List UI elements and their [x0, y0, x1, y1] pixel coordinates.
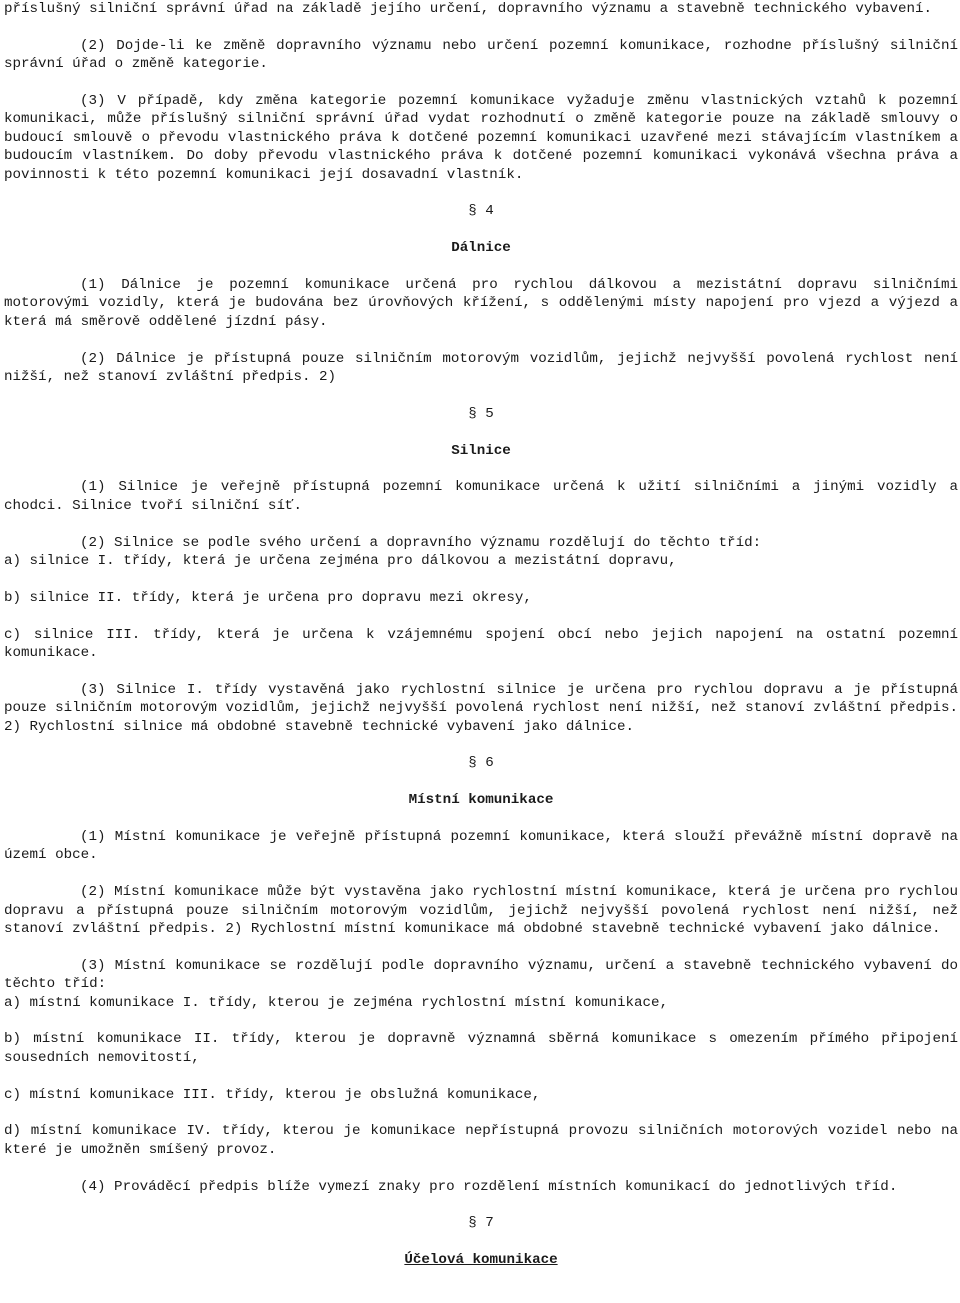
paragraph-5-2: (2) Silnice se podle svého určení a dopravního významu rozdělují do těchto tříd:: [80, 534, 762, 551]
list-item-6-c: c) místní komunikace III. třídy, kterou je obslužná komunikace,: [4, 1086, 541, 1103]
paragraph-5-1: (1) Silnice je veřejně přístupná pozemní komunikace určená k užití silničními a jinými vozidly a chodci. Silnice tvoří silniční síť.: [4, 479, 958, 514]
section-title-silnice: Silnice: [451, 442, 511, 459]
paragraph-6-3: (3) Místní komunikace se rozdělují podle dopravního významu, určení a stavebně technického vybavení do těchto tříd:: [4, 957, 958, 993]
paragraph-intro-continuation: příslušný silniční správní úřad na základě jejího určení, dopravního významu a stavebně technického vybavení.: [4, 1, 933, 17]
section-number-6: § 6: [468, 755, 494, 772]
paragraph-6-1: (1) Místní komunikace je veřejně přístupná pozemní komunikace, která slouží převážně místní dopravě na území obce.: [4, 829, 958, 864]
section-title-dalnice: Dálnice: [451, 240, 511, 257]
list-item-5-a: a) silnice I. třídy, která je určena zejména pro dálkovou a mezistátní dopravu,: [4, 553, 677, 570]
paragraph-intro-2: (2) Dojde-li ke změně dopravního významu nebo určení pozemní komunikace, rozhodne příslušný silniční správní úřad o změně kategorie.: [4, 37, 958, 73]
paragraph-4-2: (2) Dálnice je přístupná pouze silničním motorovým vozidlům, jejichž nejvyšší povolená rychlost není nižší, než stanoví zvláštní předpis. 2): [4, 350, 958, 386]
paragraph-intro-3: (3) V případě, kdy změna kategorie pozemní komunikace vyžaduje změnu vlastnických vztahů k pozemní komunikaci, může příslušný silniční správní úřad vydat rozhodnutí o změně kategorie pouze na základě smlouvy o budoucí smlouvě o převodu vlastnického práva k dotčené pozemní komunikaci uzavřené mezi stávajícím vlastníkem a budoucím vlastníkem. Do doby převodu vlastnického práva k dotčené pozemní komunikaci vykonává všechna práva a povinnosti k této pozemní komunikaci její dosavadní vlastník.: [4, 93, 958, 183]
list-item-5-c: c) silnice III. třídy, která je určena k vzájemnému spojení obcí nebo jejich napojení na ostatní pozemní komunikace.: [4, 626, 958, 662]
list-item-6-a: a) místní komunikace I. třídy, kterou je zejména rychlostní místní komunikace,: [4, 994, 669, 1011]
section-title-ucelova-komunikace: Účelová komunikace: [404, 1252, 558, 1269]
paragraph-5-3: (3) Silnice I. třídy vystavěná jako rychlostní silnice je určena pro rychlou dopravu a je přístupná pouze silničním motorovým vozidlům, jejichž nejvyšší povolená rychlost není nižší, než stanoví zvláštní předpis. 2) Rychlostní silnice má obdobné stavebně technické vybavení jako dálnice.: [4, 681, 958, 735]
section-number-7: § 7: [468, 1215, 494, 1232]
document-page: [4, 0, 958, 1270]
list-item-6-d: d) místní komunikace IV. třídy, kterou je komunikace nepřístupná provozu silničních motorových vozidel nebo na které je umožněn smíšený provoz.: [4, 1123, 958, 1158]
section-number-4: § 4: [468, 203, 494, 220]
paragraph-6-2: (2) Místní komunikace může být vystavěna jako rychlostní místní komunikace, která je určena pro rychlou dopravu a přístupná pouze silničním motorovým vozidlům, jejichž nejvyšší povolená rychlost není nižší, než stanoví zvláštní předpis. 2) Rychlostní místní komunikace má obdobné stavebně technické vybavení jako dálnice.: [4, 884, 958, 938]
list-item-5-b: b) silnice II. třídy, která je určena pro dopravu mezi okresy,: [4, 589, 532, 606]
section-title-mistni-komunikace: Místní komunikace: [408, 792, 554, 809]
section-number-5: § 5: [468, 405, 494, 422]
list-item-6-b: b) místní komunikace II. třídy, kterou je dopravně významná sběrná komunikace s omezením přímého připojení sousedních nemovitostí,: [4, 1031, 958, 1066]
paragraph-6-4: (4) Prováděcí předpis blíže vymezí znaky pro rozdělení místních komunikací do jednotlivých tříd.: [80, 1178, 898, 1195]
paragraph-4-1: (1) Dálnice je pozemní komunikace určená pro rychlou dálkovou a mezistátní dopravu silničními motorovými vozidly, která je budována bez úrovňových křížení, s oddělenými místy napojení pro vjezd a výjezd a která má směrově oddělené jízdní pásy.: [4, 277, 958, 330]
